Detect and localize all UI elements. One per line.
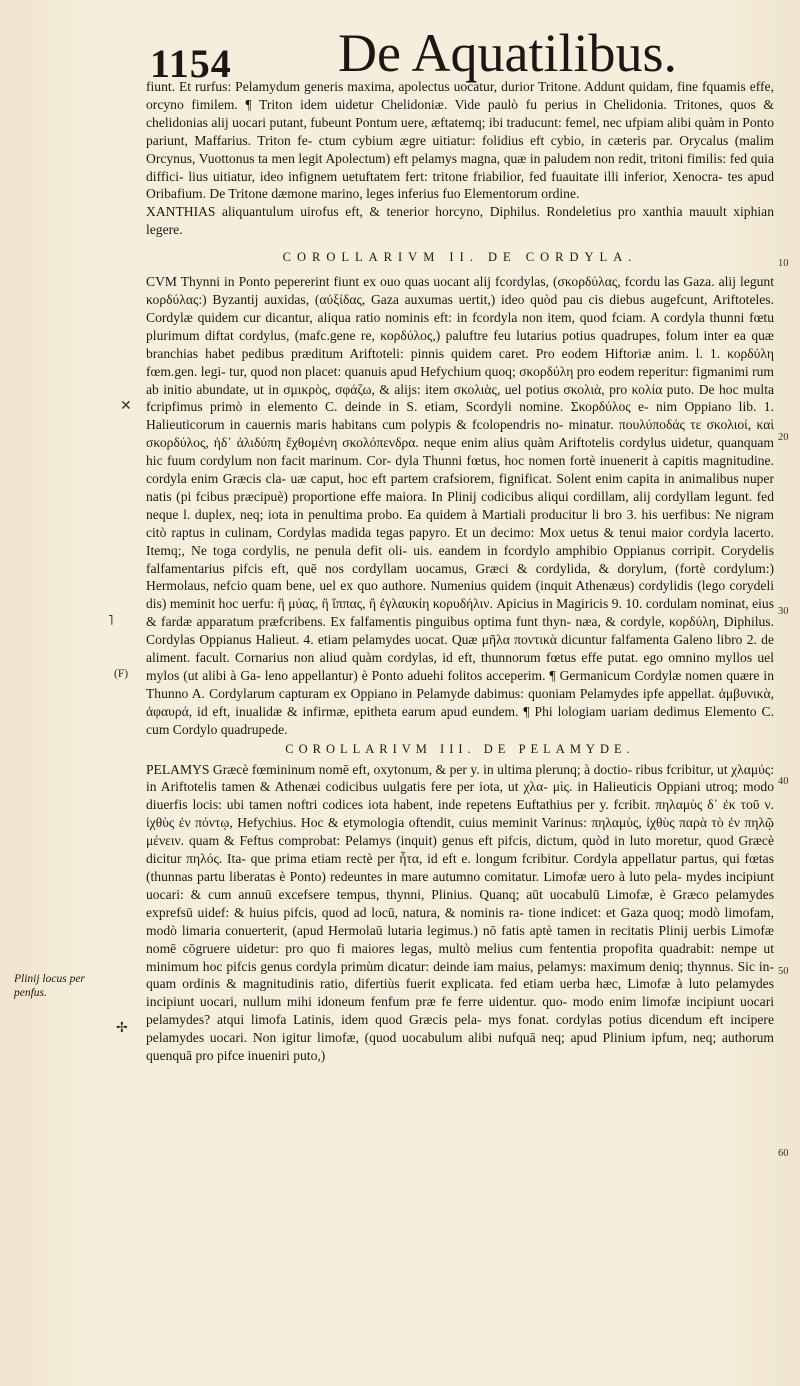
margin-letter-f: (F): [114, 668, 129, 680]
line-number-50: 50: [778, 966, 789, 977]
margin-note-plinius: Plinij locus per penfus.: [14, 973, 85, 999]
page-number: 1154: [150, 41, 232, 86]
line-number-60: 60: [778, 1148, 789, 1159]
main-text: [146, 78, 774, 1065]
paragraph-triton: fiunt. Et rurfus: Pelamydum generis maxima, apolectus uocatur, durior Tritone. Addunt quidam, fine fquamis effe, orcyno fimilem. ¶ Triton idem uidetur Chelidoniæ. Vide paulò fu perius in Chelidonia. Tritones, quos & chelidonias alij uocari putant, fubeunt Pontum uere, æftatemq; ibi traducunt: femel, nec ufpiam alibi quàm in Ponto pariunt, Maffarius. Triton fe- ctum cybium ægre uitiatur: folidius eft cybio, in cæteris par. Orycalus (malim Orcynus, Vuottonus ta men legit Apolectum) eft pelamys magna, quæ in paludem non redit, tritoni fimilis: fed quia diffici- lius uitiatur, ideo infignem uetuftatem fert: tritone friabilior, fed fuauitate illi inferior, Xenocra- tes apud Oribafium. De Tritone dæmone marino, leges inferius fuo Elementorum ordine.: [146, 79, 774, 202]
margin-cross-mark: ✕: [120, 399, 132, 414]
heading-corollarium-pelamyde: COROLLARIVM III. DE PELAMYDE.: [285, 741, 635, 756]
line-number-10: 10: [778, 258, 789, 269]
line-number-40: 40: [778, 776, 789, 787]
margin-asterisk-mark: ✢: [116, 1021, 128, 1036]
paragraph-pelamys: PELAMYS Græcè fœmininum nomē eft, oxytonum, & per y. in ultima plerunq; à doctio- ribus fcribitur, ut χλαμύς: in Ariftotelis tamen & Athenæi codicibus uulgatis fere per iota, ut χλα- μὶς. in Halieuticis Oppiani utroq; modo diuerfis locis: ubi tamen noftri codices iota habent, inde repetens Euftathius per y. fcribit. πηλαμὺς δ᾽ ἐκ τοῦ ν. ἰχθὺς ἐν πόντῳ, Hefychius. Hoc & etymologia oftendit, cuius meminit Varinus: πηλαμὺς, ἰχθὺς παρὰ τὸ ἐν πηλῷ μένειν. quam & Feftus comprobat: Pelamys (inquit) genus eft pifcis, dictum, quòd in luto moretur, quod Græcè dicitur πηλός. Ita- que prima etiam rectè per ἦτα, id eft e. longum fcribitur. Cordyla appellatur partus, qui fœtas (thunnas partu liberatas è Ponto) redeuntes in mare autumno comitatur. Limofæ uero à luto pela- mydes incipiunt uocari: & cum annuū excefsere tempus, thynni, Plinius. Quanq; aūt uocabulū Limofæ, è Græco pelamydes exprefsū uidef: & huius pifcis, quod ad locū, natura, & nominis ra- tione indicet: et Gaza quoq; modò limofam, modò limaria conuerterit, (apud Hermolaū lutaria legimus.) nō fatis aptè tamen in recitatis Plinij uerbis Limofæ nomē cōgruere uidetur: pro quo fi maiores legas, multò melius cum fententia propofita quadrabit: nempe ut minimum hoc pifcis genus cordyla primùm dicatur: deinde iam maius, pelamys: maximum deniq; thynnus. Sic in- quam ordinis & magnitudinis ratio, difertiùs fuerit explicata. fed etiam uerba hæc, Limofæ à luto pelamydes incipiunt uocari, nullum mihi idoneum fenfum præ fe ferre uidentur. quo- modo enim limofæ incipiunt uocari pelamydes? atqui limofa Latinis, idem quod Græcis pela- mys fonat. cordylas potius dicendum eft incipere pelamydes uocari. Non igitur limofæ, (quod uocabulum alibi nufquā neq; apud Plinium ipfum, neq; authorum quenquā pro pifce inueniri puto,): [146, 761, 774, 1064]
running-head: De Aquatilibus.: [338, 23, 677, 83]
heading-corollarium-cordyla: COROLLARIVM II. DE CORDYLA.: [282, 250, 638, 265]
paragraph-xanthias: XANTHIAS aliquantulum uirofus eft, & tenerior horcyno, Diphilus. Rondeletius pro xanthia mauult xiphian legere.: [146, 204, 774, 238]
line-number-30: 30: [778, 606, 789, 617]
margin-hook-mark: ˥: [108, 614, 114, 629]
paragraph-cordyla: CVM Thynni in Ponto pepererint fiunt ex ouo quas uocant alij fcordylas, (σκορδύλας, fcordu las Gaza. alij legunt κορδύλας:) Byzantij auxidas, (αὐξίδας, Gaza auxumas uertit,) ideo quòd pau cis diebus augefcunt, Ariftoteles. Cordylæ quidem cur dicantur, aliqua ratio nominis eft: in fcordyla non item, quod fciam. A cordyla thunni fœtu plurimum diftat cordylus, (mafc.gene re, κορδύλος,) paluftre feu lutarius potius quadrupes, folum inter ea quæ branchias habet pedibus præditum Ariftoteli: pinnis quidem caret. Pro eodem Hiftoriæ anim. l. 1. κορδύλη fœm.gen. legi- tur, quod non placet: quanuis apud Hefychium quoq; σκορδύλη pro eodem reperitur: figmanimi rum ab initio abundate, ut in σμικρὸς, σφάζω, & alijs: item σκολιὰς, uel potius σκολιὰ, pro κολία puto. De hoc multa fcripfimus primò in elemento C. deinde in S. etiam, Scordyli nomine. Σκορδύλος e- nim Oppiano lib. 1. Halieuticorum in cauernis maris habitans cum polypis & fcolopendris no- minatur. πουλύποδάς τε σκολιοί, καὶ σκορδύλος, ἠδ᾽ ἀλιδύπη ἔχθομένη σκολόπενδρα. neque enim alius quàm Ariftotelis cordylus uidetur, quanquam hic fuum cordylum non facit marinum. Cor- dyla Thunni fœtus, hoc nomen fortè inuenerit à capitis magnitudine. cordyla enim Græcis cla- uæ caput, hoc eft partem crafsiorem, fignificat. Solent enim capita in animalibus nuper natis (pi fcibus præcipuè) proportione effe maiora. In Plinij codicibus aliqui cordillam, alij cordyllam legunt. fed neque l. duplex, neq; iota in penultima probo. Ea quidem à Martiali producitur li bro 3. his uerfibus: Ne nigram citò raptus in culinam, Cordylas madida tegas papyro. Et un decimo: Mox uetus & tenui maior cordyla lacerto. Itemq;, Ne toga cordylis, ne penula defit oli- uis. eandem in fcordylo amphibio Oppianus corripit. Corydelis falfamentarius pifcis eft, quē nos cordyllam uocamus, Græci & cordylida, & dorylum, (fortè cordylum:) Hermolaus, nefcio quam bene, uel ex quo authore. Numenius quidem (inquit Athenæus) cordylidis (lego corydeli dis) meminit hoc uerfu: ἢ μύας, ἢ ἵππας, ἢ ἐγλαυκίη κορυδήλιν. Apicius in Magiricis 9. 10. cordulam nominat, eius & fardæ apparatum præfcribens. Ex falfamentis pinguibus optima funt thyn- næa, & cordyle, κορδύλη, Diphilus. Cordylas Oppianus Halieut. 4. etiam pelamydes uocat. Quæ μῆλα ποντικὰ dicuntur falfamenta Galeno libro 2. de aliment. facult. Cornarius non aliud quàm cordylas, id eft, thunnorum fœtus effe putat. ego omnino myllos uel mylos (ut alibi à Ga- leno appellantur) è Ponto aduehi folitos acceperim. ¶ Germanicum Cordylæ nomen quære in Thunno A. Cordylarum capturam ex Oppiano in Pelamyde dabimus: quoniam Pelamydes ipfe appellat. ἀμβυνικὰ, ἀφαυρά, id eft, inualidæ & infirmæ, epitheta earum apud eundem. ¶ Phi lologiam uariam dedimus Elemento C. cum Cordylo quadrupede.: [146, 274, 774, 737]
line-number-20: 20: [778, 432, 789, 443]
